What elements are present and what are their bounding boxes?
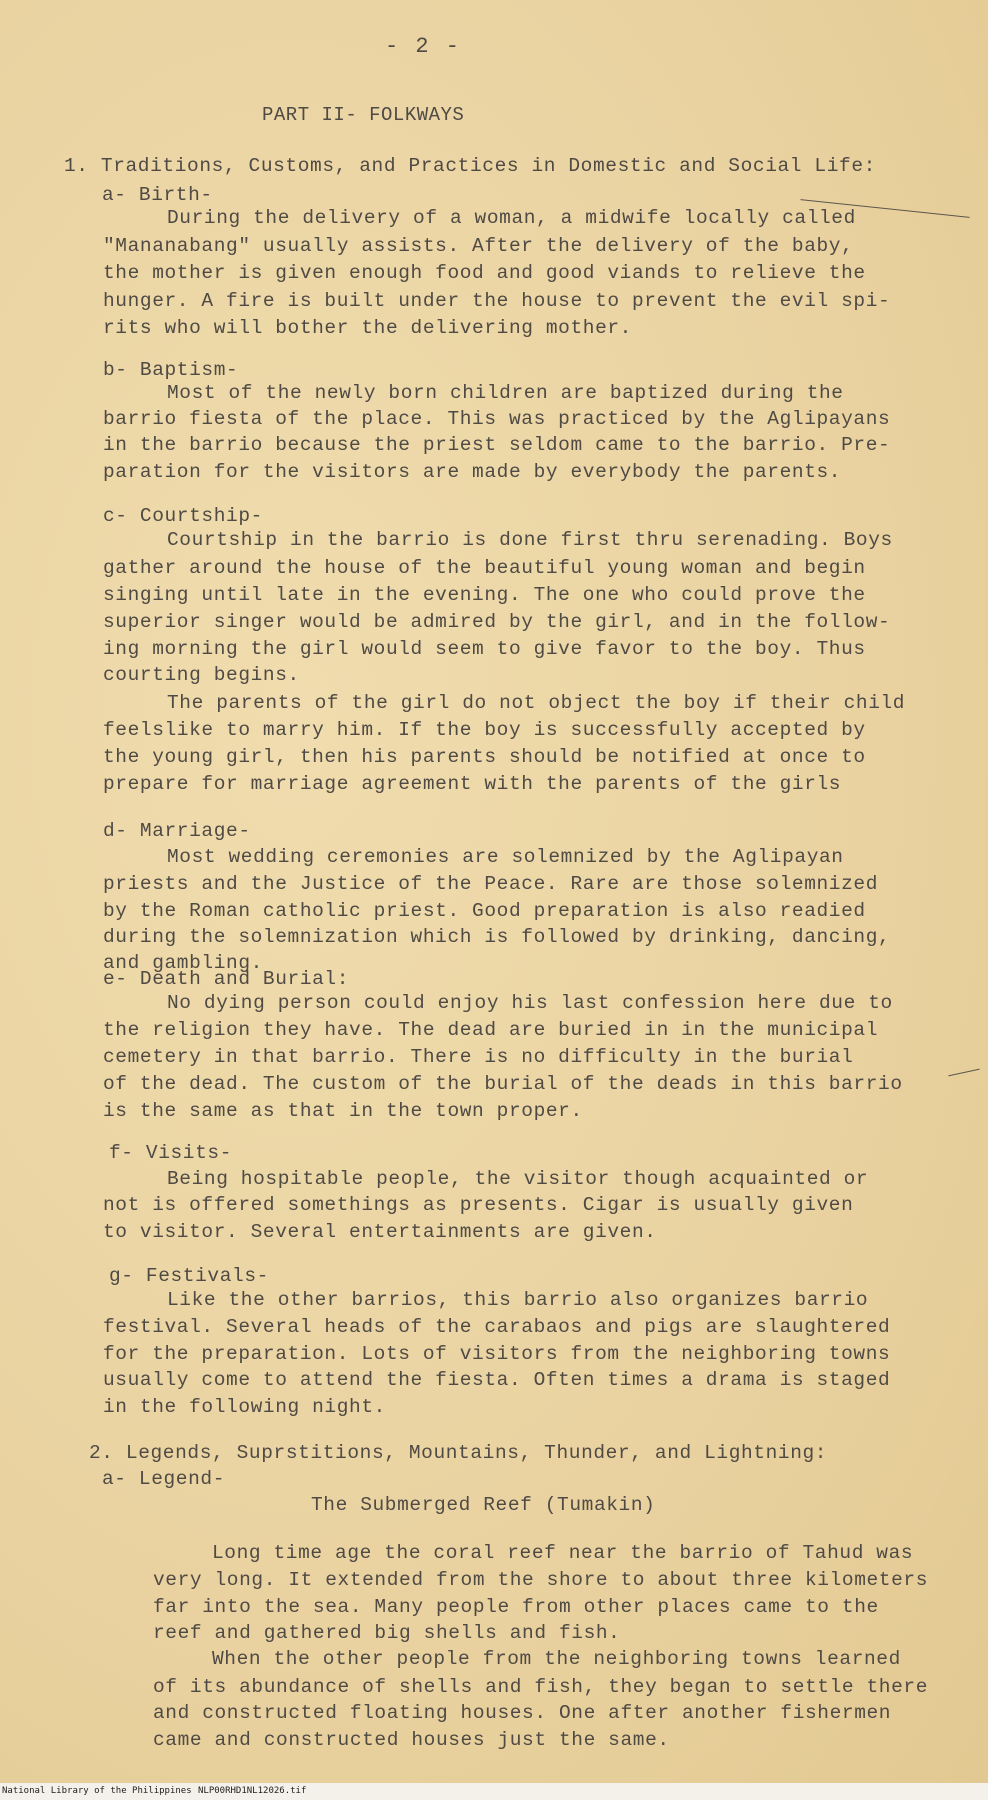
scan-footer	[0, 1783, 988, 1800]
festivals-line: Like the other barrios, this barrio also organizes barrio	[167, 1289, 869, 1311]
page-number: - 2 -	[385, 34, 462, 59]
marriage-line: Most wedding ceremonies are solemnized by the Aglipayan	[167, 846, 844, 868]
festivals-line: usually come to attend the fiesta. Often times a drama is staged	[103, 1369, 891, 1391]
visits-label: f- Visits-	[109, 1142, 233, 1164]
birth-line: hunger. A fire is built under the house to prevent the evil spi-	[103, 290, 891, 312]
legend-line: far into the sea. Many people from other places came to the	[153, 1596, 879, 1618]
legend-line: and constructed floating houses. One after another fishermen	[153, 1702, 892, 1724]
legend-line: came and constructed houses just the same.	[153, 1729, 670, 1751]
festivals-label: g- Festivals-	[109, 1265, 269, 1287]
baptism-line: paration for the visitors are made by everybody the parents.	[103, 461, 842, 483]
death-line: No dying person could enjoy his last confession here due to	[167, 992, 893, 1014]
baptism-line: in the barrio because the priest seldom came to the barrio. Pre-	[103, 434, 891, 456]
death-line: the religion they have. The dead are buried in in the municipal	[103, 1019, 879, 1041]
courtship-line: Courtship in the barrio is done first thru serenading. Boys	[167, 529, 893, 551]
death-label: e- Death and Burial:	[103, 968, 350, 990]
birth-line: the mother is given enough food and good viands to relieve the	[103, 262, 866, 284]
footer-library: National Library of the Philippines	[2, 1786, 192, 1796]
marriage-line: by the Roman catholic priest. Good preparation is also readied	[103, 900, 866, 922]
courtship-line: courting begins.	[103, 664, 300, 686]
courtship-line: the young girl, then his parents should be notified at once to	[103, 746, 866, 768]
birth-line: During the delivery of a woman, a midwife locally called	[167, 207, 856, 229]
marriage-line: and gambling.	[103, 952, 263, 974]
festivals-line: in the following night.	[103, 1396, 386, 1418]
birth-line: "Mananabang" usually assists. After the delivery of the baby,	[103, 235, 854, 257]
festivals-line: festival. Several heads of the carabaos and pigs are slaughtered	[103, 1316, 891, 1338]
section-1-heading: 1. Traditions, Customs, and Practices in Domestic and Social Life:	[64, 155, 876, 177]
visits-line: Being hospitable people, the visitor though acquainted or	[167, 1168, 869, 1190]
courtship-line: prepare for marriage agreement with the parents of the girls	[103, 773, 842, 795]
courtship-line: ing morning the girl would seem to give favor to the boy. Thus	[103, 638, 866, 660]
legend-line: reef and gathered big shells and fish.	[153, 1622, 621, 1644]
footer-filename: NLP00RHD1NL12026.tif	[198, 1786, 307, 1796]
death-line: cemetery in that barrio. There is no difficulty in the burial	[103, 1046, 854, 1068]
visits-line: to visitor. Several entertainments are given.	[103, 1221, 657, 1243]
marriage-line: priests and the Justice of the Peace. Rare are those solemnized	[103, 873, 879, 895]
pen-stroke	[948, 1069, 980, 1077]
legend-title: The Submerged Reef (Tumakin)	[311, 1494, 656, 1516]
legend-line: very long. It extended from the shore to about three kilometers	[153, 1569, 929, 1591]
baptism-line: barrio fiesta of the place. This was practiced by the Aglipayans	[103, 408, 891, 430]
legend-label: a- Legend-	[102, 1468, 226, 1490]
courtship-label: c- Courtship-	[103, 505, 263, 527]
baptism-label: b- Baptism-	[103, 359, 239, 381]
marriage-label: d- Marriage-	[103, 820, 251, 842]
courtship-line: gather around the house of the beautiful young woman and begin	[103, 557, 866, 579]
death-line: is the same as that in the town proper.	[103, 1100, 583, 1122]
section-2-heading: 2. Legends, Suprstitions, Mountains, Thunder, and Lightning:	[89, 1442, 828, 1464]
courtship-line: feelslike to marry him. If the boy is successfully accepted by	[103, 719, 866, 741]
birth-line: rits who will bother the delivering mother.	[103, 317, 632, 339]
legend-line: When the other people from the neighboring towns learned	[212, 1648, 901, 1670]
courtship-line: superior singer would be admired by the girl, and in the follow-	[103, 611, 891, 633]
festivals-line: for the preparation. Lots of visitors from the neighboring towns	[103, 1343, 891, 1365]
death-line: of the dead. The custom of the burial of the deads in this barrio	[103, 1073, 903, 1095]
courtship-line: singing until late in the evening. The one who could prove the	[103, 584, 866, 606]
legend-line: Long time age the coral reef near the barrio of Tahud was	[212, 1542, 914, 1564]
baptism-line: Most of the newly born children are baptized during the	[167, 382, 844, 404]
birth-label: a- Birth-	[102, 184, 213, 206]
visits-line: not is offered somethings as presents. Cigar is usually given	[103, 1194, 854, 1216]
legend-line: of its abundance of shells and fish, they began to settle there	[153, 1676, 929, 1698]
part-title: PART II- FOLKWAYS	[262, 104, 465, 126]
courtship-line: The parents of the girl do not object the boy if their child	[167, 692, 906, 714]
marriage-line: during the solemnization which is followed by drinking, dancing,	[103, 926, 891, 948]
